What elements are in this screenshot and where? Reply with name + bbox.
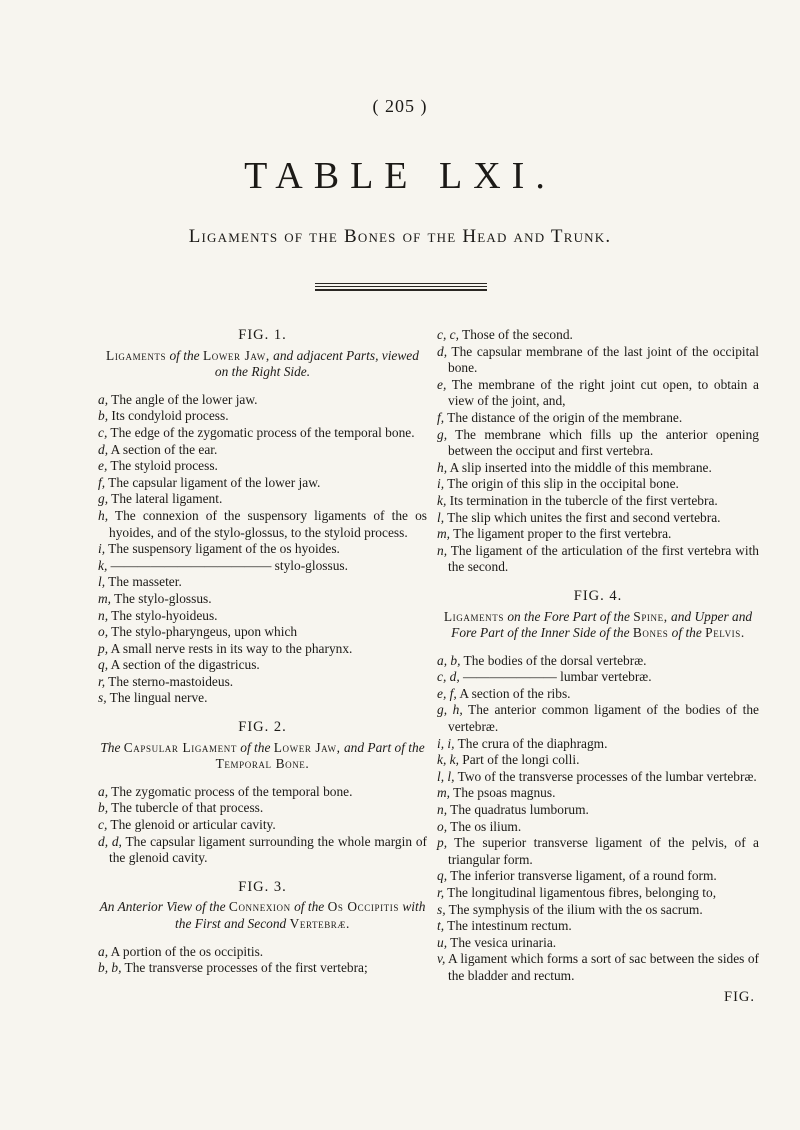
- legend-item: [98, 608, 427, 625]
- fig1-caption: Ligaments of the Lower Jaw, and adjacent Parts, viewed on the Right Side.: [106, 347, 419, 380]
- fig3-legend-list-continued: [437, 327, 759, 576]
- legend-key: o,: [437, 818, 448, 834]
- legend-key: b,: [98, 408, 109, 424]
- legend-text: The angle of the lower jaw.: [108, 391, 258, 407]
- legend-text: The os ilium.: [447, 818, 522, 834]
- legend-key: c,: [98, 424, 108, 440]
- legend-item: [98, 657, 427, 674]
- legend-item: [437, 653, 759, 670]
- page-subtitle: Ligaments of the Bones of the Head and Trunk.: [188, 226, 612, 247]
- legend-text: A section of the digastricus.: [108, 657, 260, 673]
- fig3-caption: An Anterior View of the Connexion of the Os Occipitis with the First and Second Vertebræ.: [99, 899, 426, 931]
- legend-key: p,: [98, 640, 109, 656]
- legend-key: c, c,: [437, 327, 459, 342]
- legend-item: [437, 935, 759, 952]
- legend-item: [437, 769, 759, 786]
- legend-item: [437, 526, 759, 543]
- legend-text: A ligament which forms a sort of sac between the sides of the bladder and rectum.: [445, 951, 759, 983]
- legend-key: r,: [437, 885, 445, 900]
- legend-text: The vesica urinaria.: [447, 934, 557, 950]
- legend-key: u,: [437, 934, 448, 950]
- fig4-legend-list: [437, 653, 759, 985]
- legend-text: The stylo-glossus.: [111, 590, 212, 606]
- legend-item: [437, 493, 759, 510]
- legend-key: a,: [98, 943, 109, 959]
- legend-key: m,: [437, 526, 451, 542]
- legend-key: l,: [98, 574, 106, 590]
- legend-text: The membrane which fills up the anterior opening between the occiput and first vertebra.: [447, 426, 759, 459]
- legend-item: [437, 802, 759, 819]
- legend-key: g,: [437, 426, 448, 442]
- legend-text: A slip inserted into the middle of this membrane.: [447, 459, 712, 475]
- legend-text: A section of the ribs.: [456, 685, 571, 701]
- legend-text: The glenoid or articular cavity.: [107, 817, 276, 833]
- fig1-legend-list: [98, 392, 427, 707]
- legend-key: q,: [98, 657, 109, 673]
- legend-key: m,: [437, 785, 451, 801]
- legend-text: The lateral ligament.: [108, 491, 223, 507]
- legend-item: [437, 918, 759, 935]
- legend-item: [437, 702, 759, 735]
- legend-item: [98, 408, 427, 425]
- legend-text: The capsular ligament of the lower jaw.: [105, 474, 321, 490]
- legend-key: o,: [98, 624, 109, 640]
- legend-key: k,: [98, 557, 108, 573]
- legend-key: m,: [98, 590, 112, 606]
- legend-text: The lingual nerve.: [106, 690, 208, 706]
- legend-item: [98, 392, 427, 409]
- legend-text: The stylo-hyoideus.: [108, 607, 218, 623]
- legend-item: [98, 690, 427, 707]
- legend-item: [437, 736, 759, 753]
- legend-item: [437, 885, 759, 902]
- legend-item: [98, 960, 427, 977]
- table-title: TABLE LXI.: [244, 155, 556, 197]
- legend-text: The psoas magnus.: [450, 785, 556, 801]
- legend-item: [98, 834, 427, 867]
- legend-text: The masseter.: [105, 574, 182, 590]
- legend-key: r,: [98, 673, 106, 689]
- legend-key: k,: [437, 492, 447, 508]
- legend-key: e,: [98, 458, 108, 474]
- legend-item: [98, 817, 427, 834]
- legend-key: d,: [98, 441, 109, 457]
- legend-key: d,: [437, 343, 448, 359]
- legend-item: [98, 591, 427, 608]
- legend-key: i,: [98, 541, 106, 557]
- legend-item: [98, 784, 427, 801]
- legend-key: l,: [437, 509, 445, 525]
- title-rule: [315, 289, 487, 291]
- legend-key: a,: [98, 783, 109, 799]
- legend-item: [437, 344, 759, 377]
- legend-text: The zygomatic process of the temporal bone.: [108, 783, 353, 799]
- legend-key: n,: [437, 802, 448, 818]
- legend-text: The slip which unites the first and second vertebra.: [444, 509, 721, 525]
- legend-text: The origin of this slip in the occipital bone.: [444, 476, 679, 492]
- legend-key: p,: [437, 835, 448, 851]
- legend-key: l, l,: [437, 768, 455, 784]
- legend-text: The longitudinal ligamentous fibres, belonging to,: [444, 885, 717, 900]
- title-rule: [315, 286, 487, 287]
- legend-item: [437, 752, 759, 769]
- legend-text: The quadratus lumborum.: [447, 802, 589, 818]
- legend-key: e, f,: [437, 685, 457, 701]
- fig2-caption: The Capsular Ligament of the Lower Jaw, and Part of the Temporal Bone.: [100, 739, 425, 772]
- legend-key: s,: [437, 901, 446, 917]
- legend-item: [437, 510, 759, 527]
- legend-text: The capsular membrane of the last joint of the occipital bone.: [447, 343, 759, 376]
- legend-text: The suspensory ligament of the os hyoides.: [105, 541, 340, 557]
- legend-text: The ligament of the articulation of the first vertebra with the second.: [447, 542, 759, 575]
- legend-text: ———————————— stylo-glossus.: [107, 557, 348, 573]
- legend-text: The sterno-mastoideus.: [105, 673, 234, 689]
- legend-item: [437, 427, 759, 460]
- legend-text: The superior transverse ligament of the pelvis, of a triangular form.: [447, 835, 759, 867]
- legend-text: A section of the ear.: [108, 441, 218, 457]
- legend-item: [98, 458, 427, 475]
- legend-key: v,: [437, 951, 446, 967]
- legend-key: b,: [98, 800, 109, 816]
- legend-item: [437, 819, 759, 836]
- legend-key: g, h,: [437, 702, 463, 718]
- legend-item: [98, 475, 427, 492]
- legend-item: [437, 327, 759, 344]
- legend-key: d, d,: [98, 833, 122, 849]
- legend-key: n,: [98, 607, 109, 623]
- legend-key: a, b,: [437, 652, 461, 668]
- legend-item: [98, 508, 427, 541]
- legend-item: [437, 686, 759, 703]
- legend-item: [437, 835, 759, 868]
- legend-text: Two of the transverse processes of the lumbar vertebræ.: [454, 768, 757, 784]
- legend-key: e,: [437, 376, 447, 392]
- fig3-title: FIG. 3.: [238, 878, 287, 895]
- legend-item: [437, 543, 759, 576]
- legend-key: a,: [98, 391, 109, 407]
- legend-item: [98, 624, 427, 641]
- legend-item: [437, 377, 759, 410]
- right-column: [437, 327, 759, 1005]
- legend-item: [98, 944, 427, 961]
- legend-key: q,: [437, 868, 448, 884]
- legend-key: t,: [437, 918, 445, 934]
- legend-item: [98, 558, 427, 575]
- legend-item: [437, 669, 759, 686]
- legend-item: [437, 902, 759, 919]
- legend-text: The anterior common ligament of the bodies of the vertebræ.: [448, 702, 759, 735]
- legend-key: b, b,: [98, 960, 122, 976]
- legend-key: h,: [98, 507, 109, 523]
- legend-text: The symphysis of the ilium with the os sacrum.: [445, 901, 703, 917]
- legend-item: [98, 574, 427, 591]
- legend-text: The intestinum rectum.: [444, 918, 572, 934]
- legend-key: c,: [98, 817, 108, 833]
- legend-text: Those of the second.: [458, 327, 573, 342]
- legend-text: The connexion of the suspensory ligaments of the os hyoides, and of the stylo-glossus, to the styloid process.: [108, 507, 427, 540]
- legend-text: The crura of the diaphragm.: [454, 735, 608, 751]
- fig1-title: FIG. 1.: [238, 327, 287, 343]
- legend-item: [98, 674, 427, 691]
- legend-text: The styloid process.: [107, 458, 218, 474]
- legend-text: The inferior transverse ligament, of a round form.: [447, 868, 717, 884]
- legend-key: c, d,: [437, 669, 460, 685]
- legend-item: [437, 868, 759, 885]
- fig3-legend-list: [98, 944, 427, 977]
- legend-item: [98, 491, 427, 508]
- catchword: FIG.: [724, 988, 755, 1005]
- fig4-caption: Ligaments on the Fore Part of the Spine, and Upper and Fore Part of the Inner Side of the Bones of the Pelvis.: [443, 608, 753, 641]
- legend-item: [98, 425, 427, 442]
- legend-text: Its condyloid process.: [108, 408, 229, 424]
- legend-item: [98, 800, 427, 817]
- legend-key: g,: [98, 491, 109, 507]
- title-rule: [315, 283, 487, 284]
- legend-text: The bodies of the dorsal vertebræ.: [460, 652, 647, 668]
- legend-text: The stylo-pharyngeus, upon which: [108, 624, 298, 640]
- page-number: ( 205 ): [372, 96, 428, 116]
- legend-text: The transverse processes of the first vertebra;: [121, 960, 368, 976]
- legend-text: ——————— lumbar vertebræ.: [459, 669, 652, 685]
- legend-key: h,: [437, 459, 448, 475]
- legend-text: A small nerve rests in its way to the pharynx.: [108, 640, 353, 656]
- legend-key: f,: [98, 474, 106, 490]
- fig2-title: FIG. 2.: [238, 719, 287, 736]
- legend-text: The membrane of the right joint cut open, to obtain a view of the joint, and,: [446, 376, 759, 409]
- legend-item: [98, 442, 427, 459]
- legend-item: [437, 951, 759, 984]
- legend-text: The distance of the origin of the membrane.: [444, 409, 683, 425]
- legend-item: [437, 476, 759, 493]
- legend-key: n,: [437, 542, 448, 558]
- legend-item: [98, 541, 427, 558]
- legend-key: s,: [98, 690, 107, 706]
- legend-item: [437, 410, 759, 427]
- fig2-legend-list: [98, 784, 427, 867]
- fig4-title: FIG. 4.: [573, 587, 623, 604]
- legend-key: i, i,: [437, 735, 455, 751]
- legend-key: f,: [437, 409, 445, 425]
- legend-text: The edge of the zygomatic process of the temporal bone.: [107, 424, 415, 440]
- legend-item: [437, 460, 759, 477]
- legend-text: A portion of the os occipitis.: [108, 943, 264, 959]
- legend-text: Its termination in the tubercle of the first vertebra.: [446, 492, 718, 508]
- legend-key: i,: [437, 476, 445, 492]
- legend-text: The ligament proper to the first vertebra.: [450, 526, 672, 542]
- legend-key: k, k,: [437, 752, 459, 768]
- left-column: [98, 327, 427, 977]
- legend-item: [98, 641, 427, 658]
- legend-text: The tubercle of that process.: [108, 800, 264, 816]
- legend-text: The capsular ligament surrounding the whole margin of the glenoid cavity.: [109, 833, 427, 866]
- legend-text: Part of the longi colli.: [458, 752, 580, 768]
- legend-item: [437, 785, 759, 802]
